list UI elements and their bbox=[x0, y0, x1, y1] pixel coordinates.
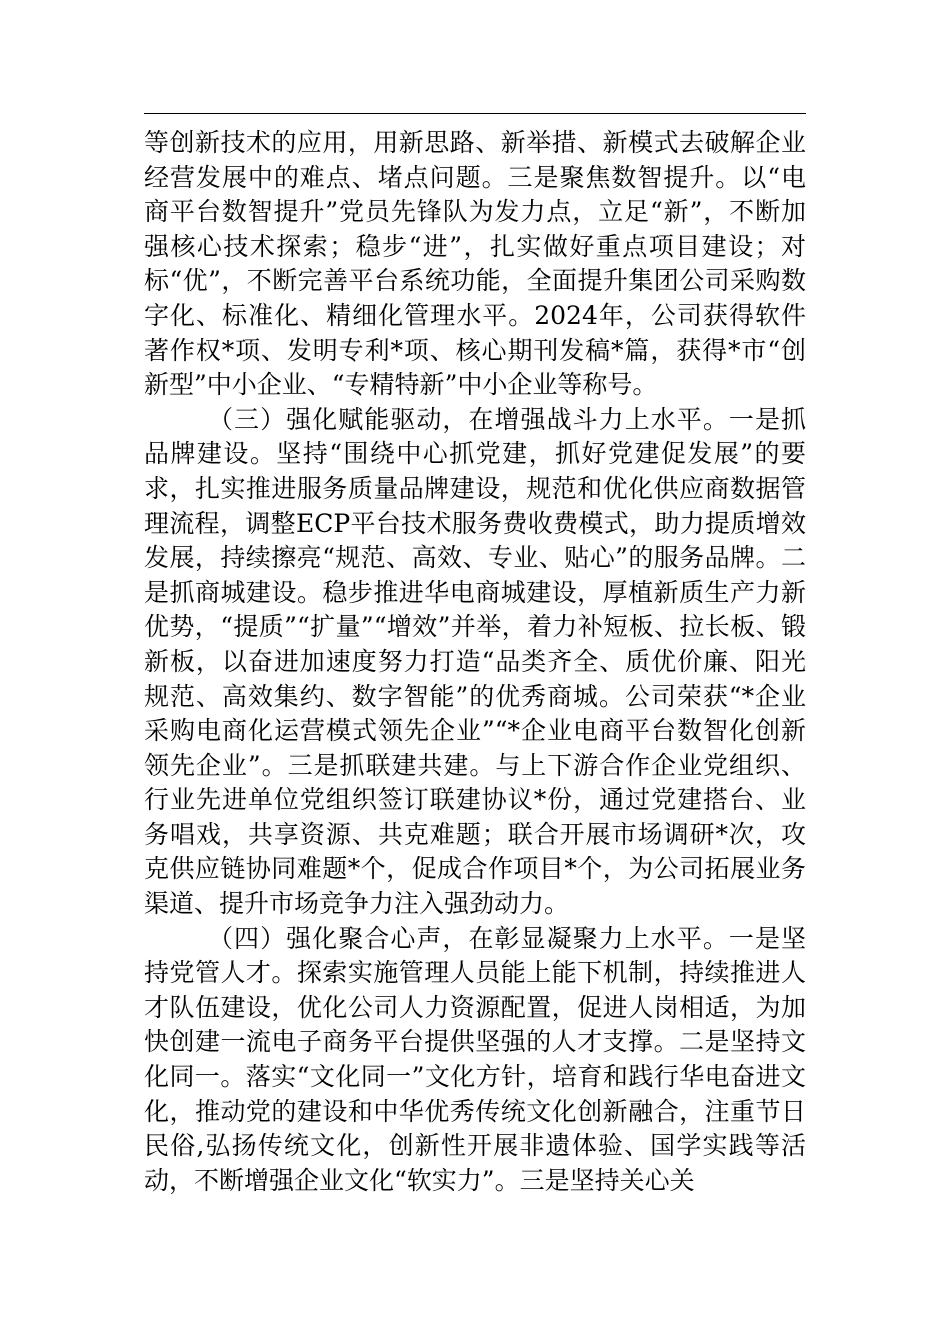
document-body bbox=[144, 126, 806, 1198]
paragraph-section-three: （三）强化赋能驱动，在增强战斗力上水平。一是抓品牌建设。坚持“围绕中心抓党建，抓好党建促发展”的要求，扎实推进服务质量品牌建设，规范和优化供应商数据管理流程，调整ECP平台技术服务费收费模式，助力提质增效发展，持续擦亮“规范、高效、专业、贴心”的服务品牌。二是抓商城建设。稳步推进华电商城建设，厚植新质生产力新优势，“提质”“扩量”“增效”并举，着力补短板、拉长板、锻新板，以奋进加速度努力打造“品类齐全、质优价廉、阳光规范、高效集约、数字智能”的优秀商城。公司荣获“*企业采购电商化运营模式领先企业”“*企业电商平台数智化创新领先企业”。三是抓联建共建。与上下游合作企业党组织、行业先进单位党组织签订联建协议*份，通过党建搭台、业务唱戏，共享资源、共克难题；联合开展市场调研*次，攻克供应链协同难题*个，促成合作项目*个，为公司拓展业务渠道、提升市场竞争力注入强劲动力。 bbox=[144, 404, 806, 919]
paragraph-section-four: （四）强化聚合心声，在彰显凝聚力上水平。一是坚持党管人才。探索实施管理人员能上能下机制，持续推进人才队伍建设，优化公司人力资源配置，促进人岗相适，为加快创建一流电子商务平台提供坚强的人才支撑。二是坚持文化同一。落实“文化同一”文化方针，培育和践行华电奋进文化，推动党的建设和中华优秀传统文化创新融合，注重节日民俗,弘扬传统文化，创新性开展非遗体验、国学实践等活动，不断增强企业文化“软实力”。三是坚持关心关 bbox=[144, 923, 806, 1195]
header-rule bbox=[144, 113, 806, 114]
paragraph-continuation: 等创新技术的应用，用新思路、新举措、新模式去破解企业经营发展中的难点、堵点问题。三是聚焦数智提升。以“电商平台数智提升”党员先锋队为发力点，立足“新”，不断加强核心技术探索；稳步“进”，扎实做好重点项目建设；对标“优”，不断完善平台系统功能，全面提升集团公司采购数字化、标准化、精细化管理水平。2024年，公司获得软件著作权*项、发明专利*项、核心期刊发稿*篇，获得*市“创新型”中小企业、“专精特新”中小企业等称号。 bbox=[144, 128, 806, 400]
